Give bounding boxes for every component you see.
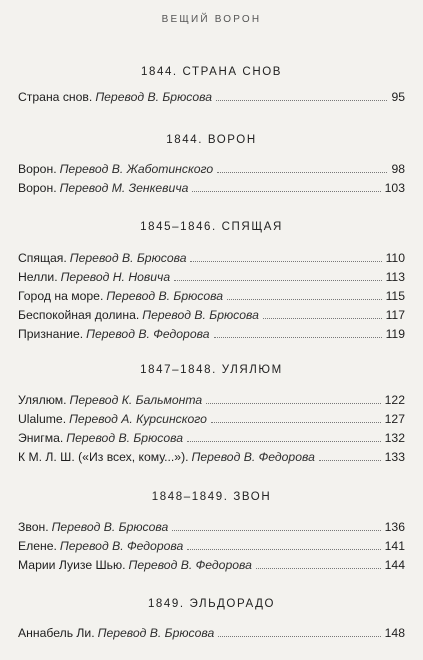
dot-leader: [217, 172, 387, 173]
entry-title: Звон.: [18, 520, 49, 534]
entry-title: Ворон.: [18, 181, 57, 195]
entry-title: Елене.: [18, 539, 57, 553]
entry-page-number: 133: [384, 450, 405, 464]
toc-entry: [18, 408, 405, 426]
section-heading: 1849. ЭЛЬДОРАДО: [147, 598, 276, 610]
toc-entry: [18, 427, 405, 445]
entry-page-number: 117: [385, 308, 405, 322]
toc-entry: [18, 86, 405, 104]
entry-title: Город на море.: [18, 289, 104, 303]
entry-page-number: 103: [384, 181, 405, 195]
entry-page-number: 132: [384, 431, 405, 445]
toc-entry: [18, 158, 405, 176]
entry-page-number: 141: [384, 539, 405, 553]
toc-entry: [18, 177, 405, 195]
running-head: ВЕЩИЙ ВОРОН: [161, 14, 262, 25]
entry-translator: Перевод В. Брюсова: [69, 251, 187, 265]
entry-page-number: 95: [391, 90, 405, 104]
toc-entry: [18, 535, 405, 553]
section-heading: 1845–1846. СПЯЩАЯ: [140, 221, 283, 233]
entry-page-number: 110: [385, 251, 405, 265]
toc-entry: [18, 323, 405, 341]
entry-title: Энигма.: [18, 431, 64, 445]
dot-leader: [206, 403, 381, 404]
entry-translator: Перевод М. Зенкевича: [59, 181, 189, 195]
toc-entry: [18, 446, 405, 464]
entry-translator: Перевод А. Курсинского: [69, 412, 207, 426]
dot-leader: [211, 422, 381, 423]
dot-leader: [227, 299, 382, 300]
entry-translator: Перевод В. Федорова: [128, 558, 252, 572]
entry-title: Аннабель Ли.: [18, 626, 95, 640]
entry-page-number: 148: [384, 626, 405, 640]
entry-title: Марии Луизе Шью.: [18, 558, 126, 572]
toc-entry: [18, 389, 405, 407]
entry-translator: Перевод В. Брюсова: [97, 626, 215, 640]
entry-title: Ворон.: [18, 162, 57, 176]
entry-page-number: 113: [385, 270, 405, 284]
entry-page-number: 127: [384, 412, 405, 426]
toc-entry: [18, 285, 405, 303]
entry-page-number: 122: [384, 393, 405, 407]
entry-title: Признание.: [18, 327, 84, 341]
dot-leader: [256, 568, 381, 569]
toc-entry: [18, 554, 405, 572]
section-heading: 1848–1849. ЗВОН: [151, 491, 272, 503]
dot-leader: [192, 191, 380, 192]
entry-translator: Перевод В. Брюсова: [66, 431, 183, 445]
dot-leader: [214, 337, 382, 338]
dot-leader: [319, 460, 381, 461]
dot-leader: [187, 441, 381, 442]
entry-translator: Перевод В. Брюсова: [95, 90, 212, 104]
entry-translator: Перевод В. Брюсова: [106, 289, 224, 303]
entry-title: Беспокойная долина.: [18, 308, 140, 322]
entry-title: Страна снов.: [18, 90, 93, 104]
entry-translator: Перевод В. Брюсова: [142, 308, 259, 322]
entry-title: Спящая.: [18, 251, 67, 265]
toc-entry: [18, 266, 405, 284]
entry-page-number: 98: [391, 162, 405, 176]
entry-title: Ulalume.: [18, 412, 67, 426]
entry-translator: Перевод Н. Новича: [60, 270, 171, 284]
toc-entry: [18, 304, 405, 322]
dot-leader: [190, 261, 381, 262]
entry-title: Улялюм.: [18, 393, 67, 407]
entry-title: Нелли.: [18, 270, 58, 284]
toc-entry: [18, 516, 405, 534]
dot-leader: [187, 549, 380, 550]
toc-entry: [18, 247, 405, 265]
dot-leader: [263, 318, 382, 319]
entry-translator: Перевод В. Федорова: [86, 327, 210, 341]
entry-page-number: 144: [384, 558, 405, 572]
entry-translator: Перевод В. Федорова: [59, 539, 184, 553]
dot-leader: [174, 280, 381, 281]
entry-page-number: 119: [385, 327, 405, 341]
dot-leader: [172, 530, 380, 531]
section-heading: 1844. ВОРОН: [166, 134, 257, 146]
entry-translator: Перевод К. Бальмонта: [69, 393, 203, 407]
entry-translator: Перевод В. Жаботинского: [59, 162, 214, 176]
dot-leader: [218, 636, 380, 637]
entry-title: К М. Л. Ш. («Из всех, кому...»).: [18, 450, 189, 464]
section-heading: 1847–1848. УЛЯЛЮМ: [140, 364, 283, 376]
entry-page-number: 136: [384, 520, 405, 534]
dot-leader: [216, 100, 387, 101]
section-heading: 1844. СТРАНА СНОВ: [140, 66, 283, 78]
entry-translator: Перевод В. Федорова: [191, 450, 315, 464]
entry-page-number: 115: [385, 289, 405, 303]
toc-entry: [18, 622, 405, 640]
entry-translator: Перевод В. Брюсова: [51, 520, 169, 534]
